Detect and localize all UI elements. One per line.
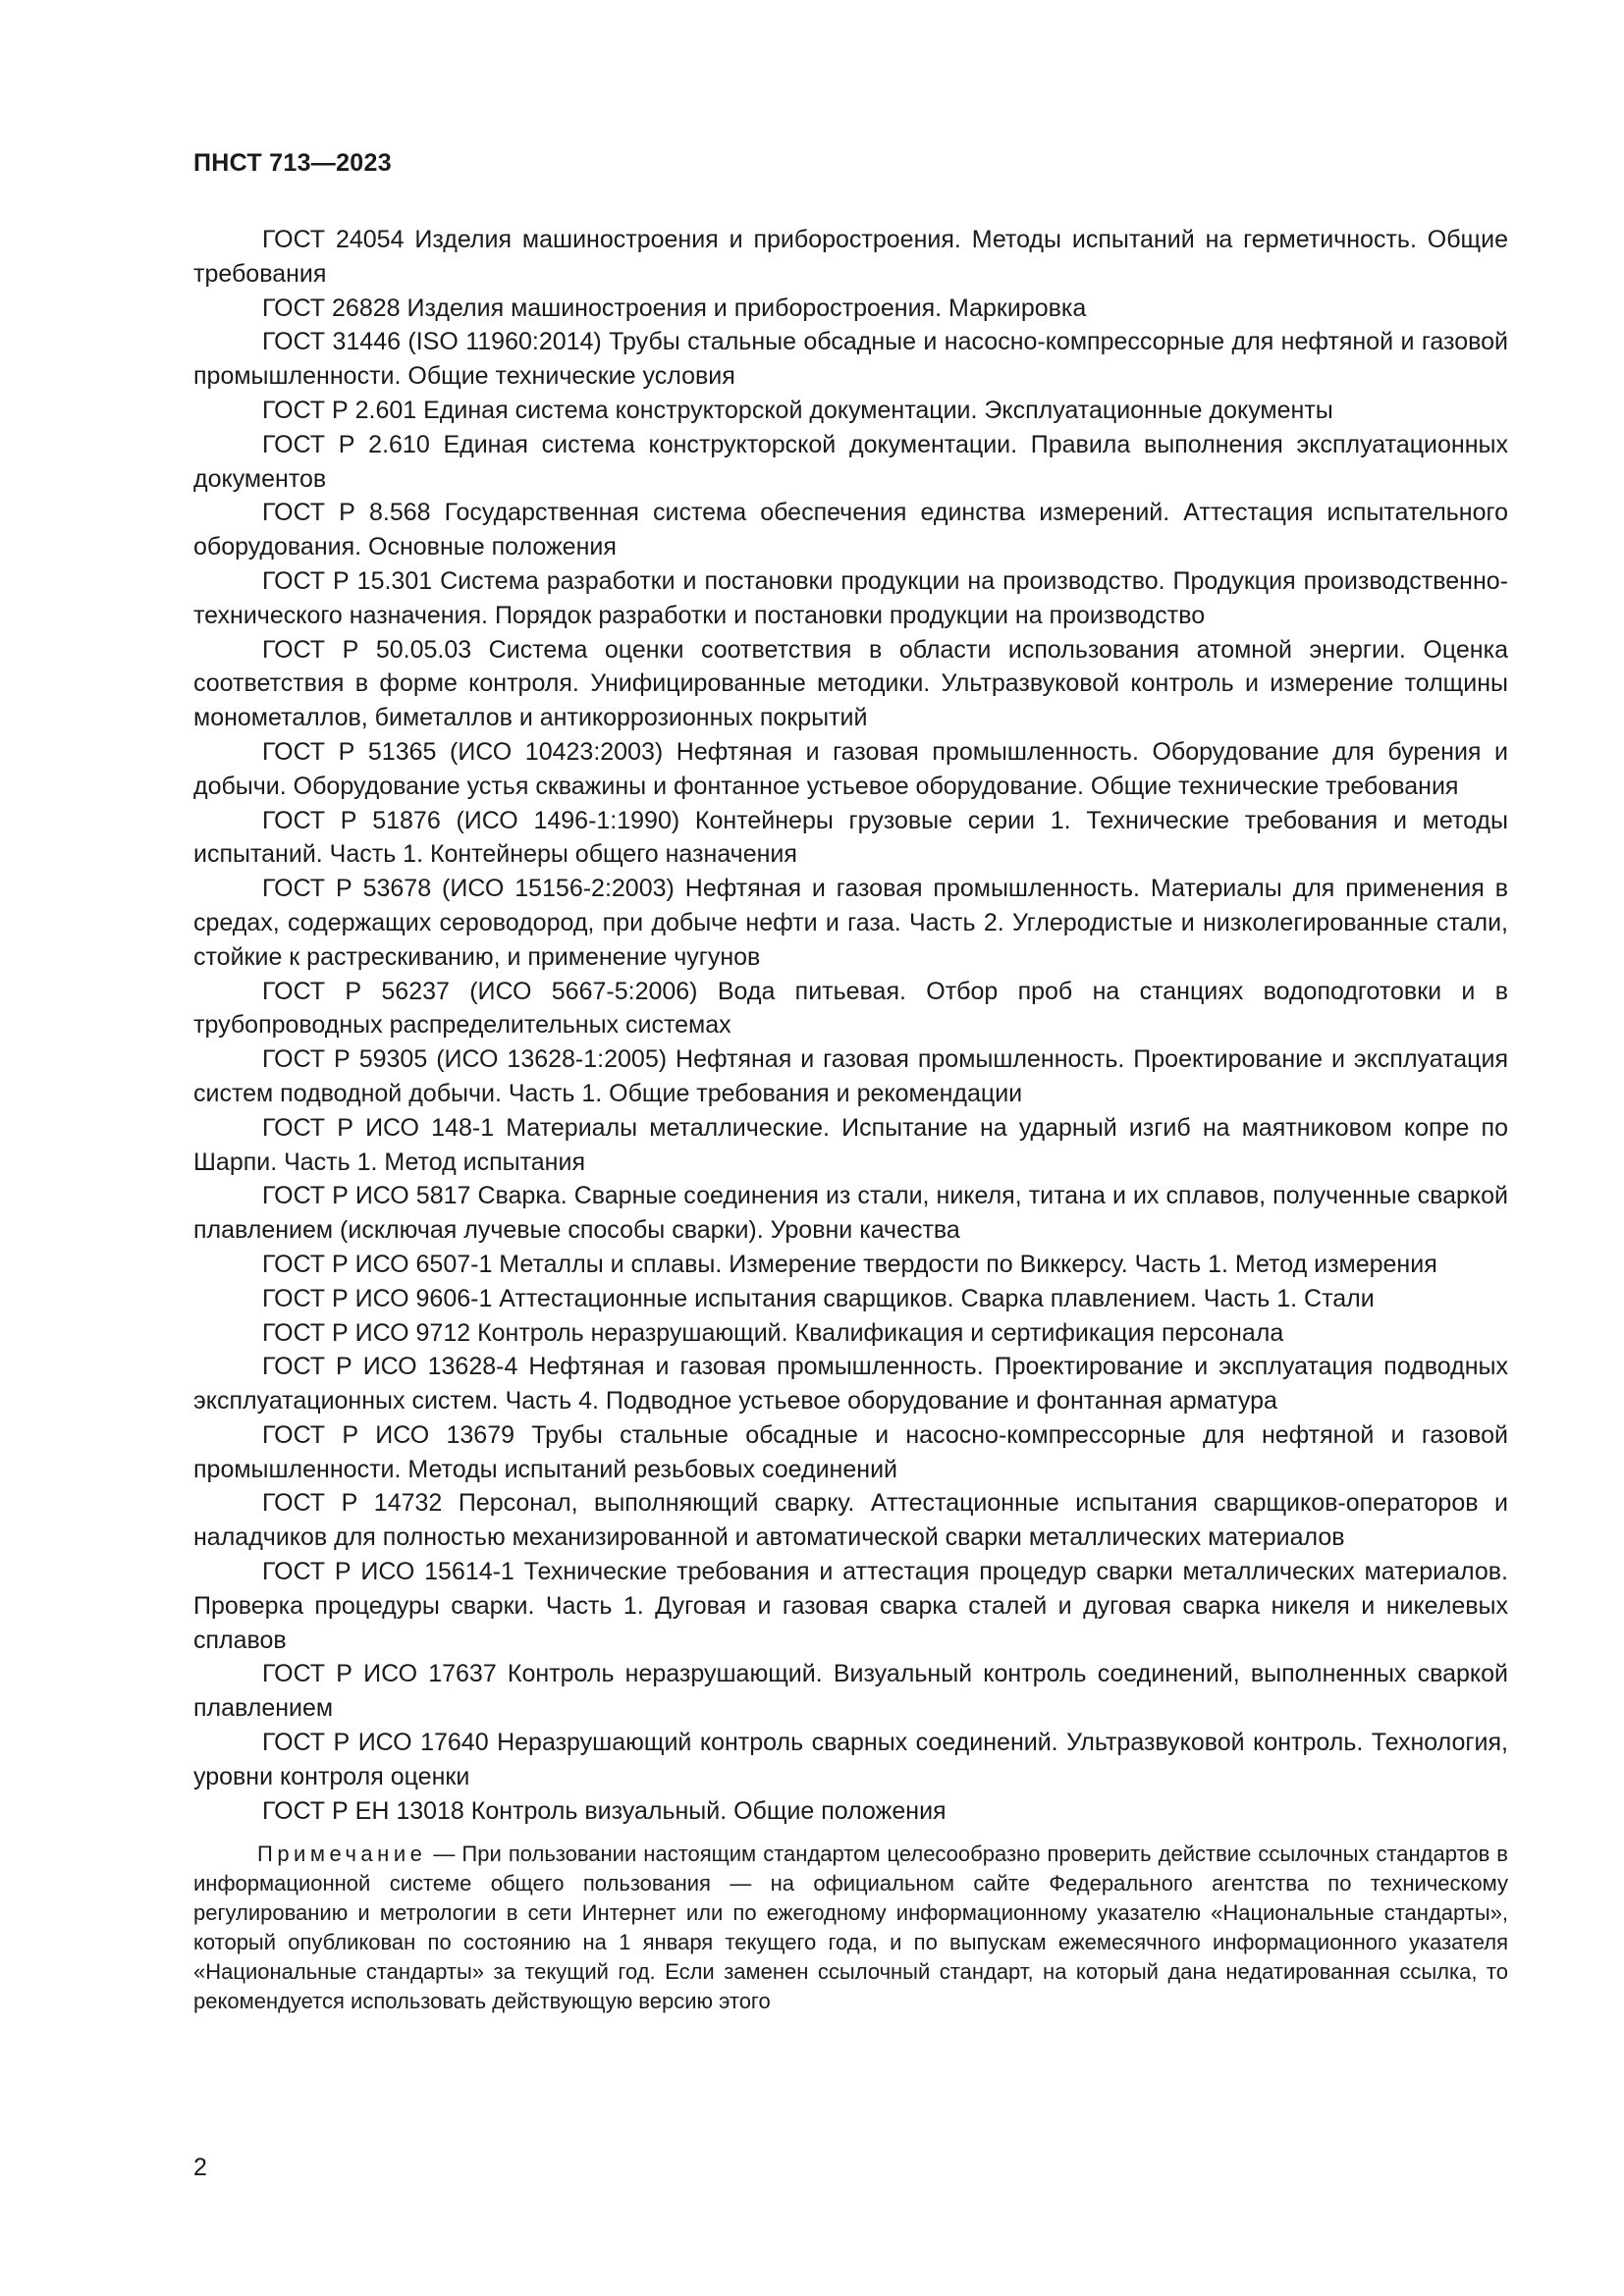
reference-item: ГОСТ Р ИСО 148-1 Материалы металлические. Испытание на ударный изгиб на маятниковом копре по Шарпи. Часть 1. Метод испытания [193,1113,1508,1176]
reference-item: ГОСТ Р 2.610 Единая система конструкторской документации. Правила выполнения эксплуатационных документов [193,430,1508,493]
reference-item: ГОСТ Р ИСО 17640 Неразрушающий контроль сварных соединений. Ультразвуковой контроль. Технология, уровни контроля оценки [193,1729,1508,1790]
reference-item: ГОСТ Р ИСО 17637 Контроль неразрушающий. Визуальный контроль соединений, выполненных сваркой плавлением [193,1660,1508,1723]
reference-item: ГОСТ 24054 Изделия машиностроения и приборостроения. Методы испытаний на герметичность. Общие требования [193,226,1508,288]
page-number: 2 [193,2154,207,2181]
reference-item: ГОСТ Р ИСО 9606-1 Аттестационные испытания сварщиков. Сварка плавлением. Часть 1. Стали [262,1284,1375,1312]
reference-item: ГОСТ Р 8.568 Государственная система обеспечения единства измерений. Аттестация испытательного оборудования. Основные положения [193,499,1508,561]
reference-item: ГОСТ Р 51876 (ИСО 1496-1:1990) Контейнеры грузовые серии 1. Технические требования и методы испытаний. Часть 1. Контейнеры общего назначения [193,806,1508,869]
reference-item: ГОСТ Р ИСО 9712 Контроль неразрушающий. Квалификация и сертификация персонала [262,1318,1284,1347]
reference-item: ГОСТ 31446 (ISO 11960:2014) Трубы стальные обсадные и насосно-компрессорные для нефтяной и газовой промышленности. Общие технические условия [193,328,1508,391]
reference-item: ГОСТ Р 53678 (ИСО 15156-2:2003) Нефтяная и газовая промышленность. Материалы для применения в средах, содержащих сероводород, при добыче нефти и газа. Часть 2. Углеродистые и низколегированные стали, стойкие к растрескиванию, и применение чугунов [193,875,1508,971]
note-label: Примечание [257,1842,427,1867]
reference-item: ГОСТ Р ИСО 5817 Сварка. Сварные соединения из стали, никеля, титана и их сплавов, полученные сваркой плавлением (исключая лучевые способы сварки). Уровни качества [193,1182,1508,1245]
references-section [193,223,1508,2038]
reference-item: ГОСТ Р ЕН 13018 Контроль визуальный. Общие положения [262,1796,947,1825]
reference-item: ГОСТ Р 14732 Персонал, выполняющий сварку. Аттестационные испытания сварщиков-операторов и наладчиков для полностью механизированной и автоматической сварки металлических материалов [193,1489,1508,1552]
reference-item: ГОСТ Р 51365 (ИСО 10423:2003) Нефтяная и газовая промышленность. Оборудование для бурения и добычи. Оборудование устья скважины и фонтанное устьевое оборудование. Общие технические требования [193,737,1508,800]
reference-item: ГОСТ Р ИСО 15614-1 Технические требования и аттестация процедур сварки металлических материалов. Проверка процедуры сварки. Часть 1. Дуговая и газовая сварка сталей и дуговая сварка никеля и никелевых сплавов [193,1558,1508,1654]
reference-item: ГОСТ Р ИСО 13628-4 Нефтяная и газовая промышленность. Проектирование и эксплуатация подводных эксплуатационных систем. Часть 4. Подводное устьевое оборудование и фонтанная арматура [193,1353,1508,1415]
note-text: — При пользовании настоящим стандартом целесообразно проверить действие ссылочных стандартов в информационной системе общего пользования — на официальном сайте Федерального агентства по техническому регулированию и метрологии в сети Интернет или по ежегодному информационному указателю «Национальные стандарты», который опубликован по состоянию на 1 января текущего года, и по выпускам ежемесячного информационного указателя «Национальные стандарты» за текущий год. Если заменен ссылочный стандарт, на который дана недатированная ссылка, то рекомендуется использовать действующую версию этого [193,1842,1508,2014]
reference-item: ГОСТ 26828 Изделия машиностроения и приборостроения. Маркировка [262,294,1087,322]
note-paragraph [193,1840,1508,2016]
reference-item: ГОСТ Р ИСО 13679 Трубы стальные обсадные и насосно-компрессорные для нефтяной и газовой промышленности. Методы испытаний резьбовых соединений [193,1420,1508,1483]
reference-item: ГОСТ Р 59305 (ИСО 13628-1:2005) Нефтяная и газовая промышленность. Проектирование и эксплуатация систем подводной добычи. Часть 1. Общие требования и рекомендации [193,1045,1508,1107]
document-header: ПНСТ 713—2023 [193,149,392,177]
reference-item: ГОСТ Р 2.601 Единая система конструкторской документации. Эксплуатационные документы [262,396,1333,424]
reference-item: ГОСТ Р 15.301 Система разработки и постановки продукции на производство. Продукция производственно-технического назначения. Порядок разработки и постановки продукции на производство [193,566,1508,629]
reference-item: ГОСТ Р 50.05.03 Система оценки соответствия в области использования атомной энергии. Оценка соответствия в форме контроля. Унифицированные методики. Ультразвуковой контроль и измерение толщины монометаллов, биметаллов и антикоррозионных покрытий [193,635,1508,732]
reference-item: ГОСТ Р ИСО 6507-1 Металлы и сплавы. Измерение твердости по Виккерсу. Часть 1. Метод измерения [262,1250,1437,1278]
reference-item: ГОСТ Р 56237 (ИСО 5667-5:2006) Вода питьевая. Отбор проб на станциях водоподготовки и в трубопроводных распределительных системах [193,977,1508,1040]
